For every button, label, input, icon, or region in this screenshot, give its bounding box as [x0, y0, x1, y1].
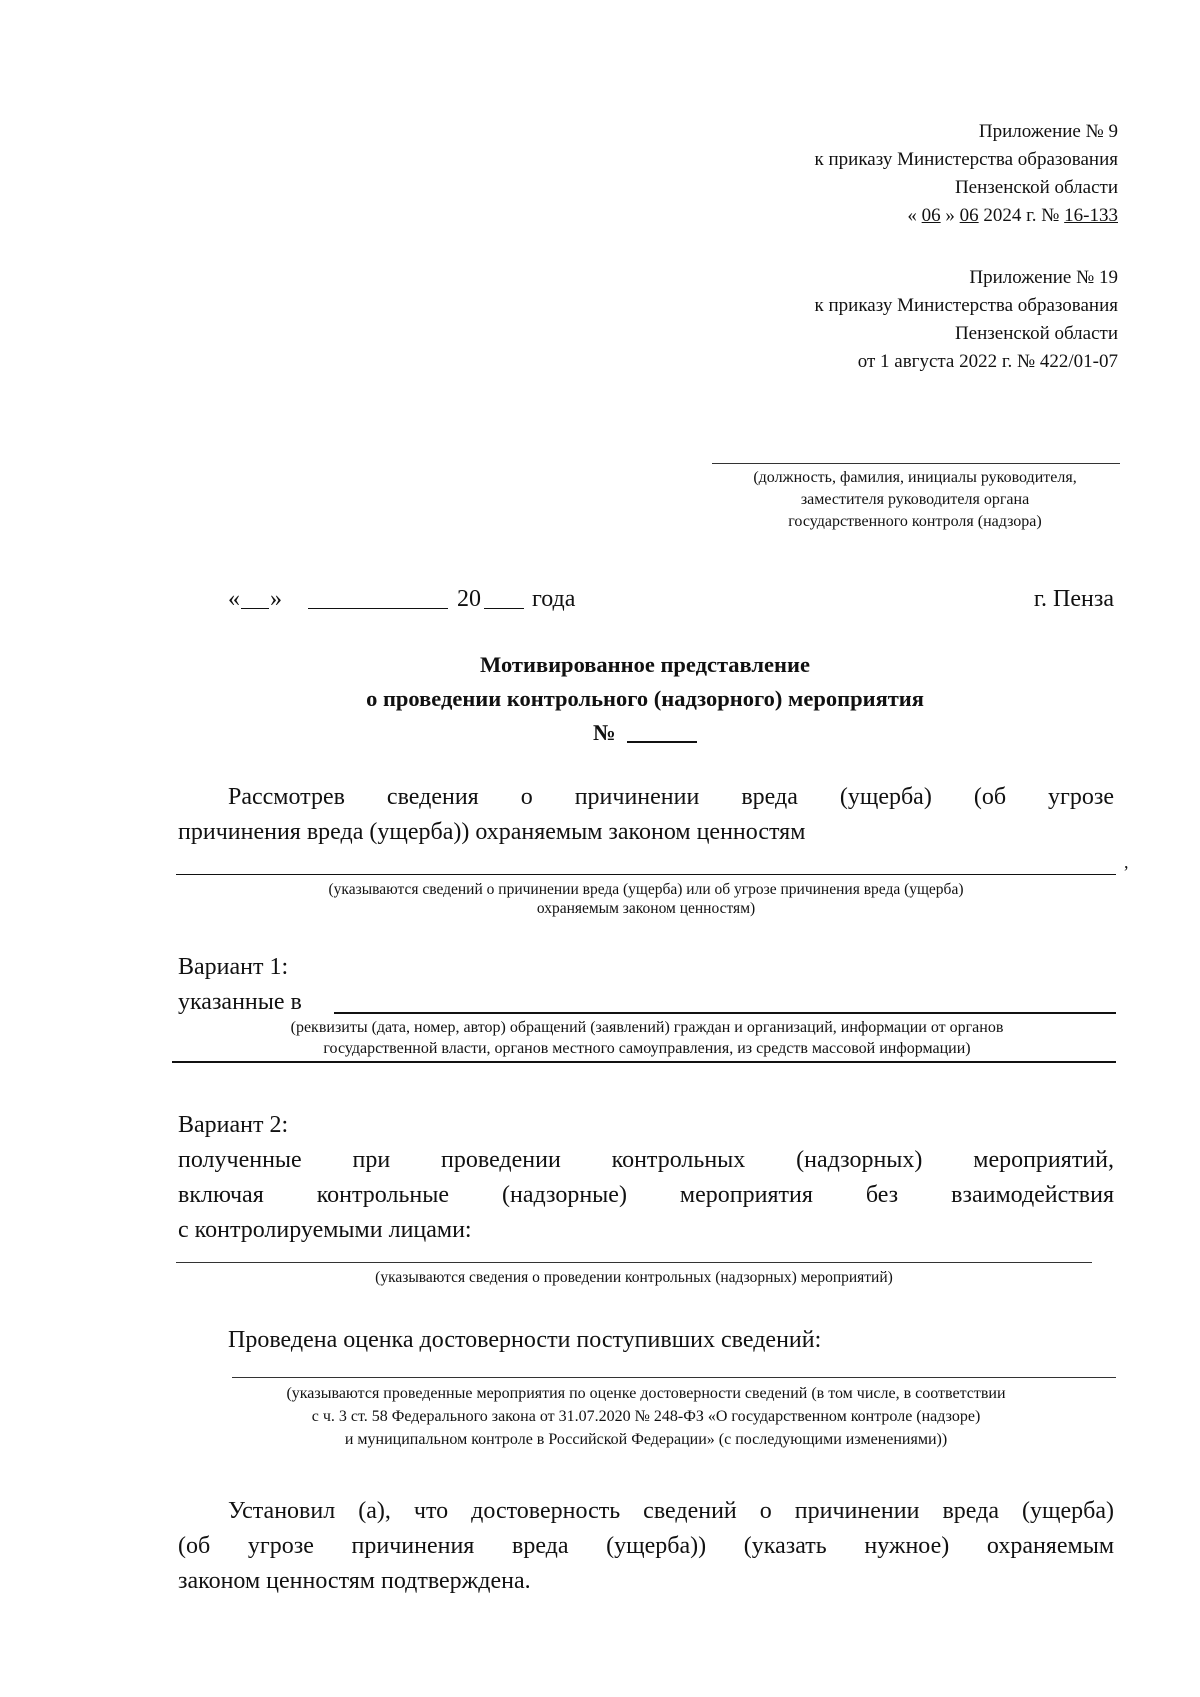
order-year: 2024 г. № — [978, 205, 1065, 226]
century: 20 — [457, 586, 481, 612]
assessment-note-line-2: с ч. 3 ст. 58 Федерального закона от 31.07.2020 № 248-ФЗ «О государственном контроле (надзоре) — [311, 1408, 981, 1425]
order-number: 16-133 — [1064, 205, 1118, 226]
assessment-line: Проведена оценка достоверности поступивших сведений: — [228, 1327, 822, 1353]
assessment-note-line-3: и муниципальном контроле в Российской Федерации» (с последующими изменениями)) — [344, 1431, 948, 1448]
appendix-19-block — [815, 264, 1118, 376]
para1-note-line-1: (указываются сведений о причинении вреда (ущерба) или об угрозе причинения вреда (ущерба) — [328, 881, 964, 898]
variant-1-lead: указанные в — [178, 989, 302, 1015]
order-day: 06 — [921, 205, 941, 226]
assessment-fill-line — [232, 1377, 1116, 1378]
variant-2-note: (указываются сведения о проведении контрольных (надзорных) мероприятий) — [375, 1269, 893, 1286]
para1-line-1: Рассмотрев сведения о причинении вреда (ущерба) (об угрозе — [228, 784, 1114, 810]
title-line-2: о проведении контрольного (надзорного) мероприятия — [366, 686, 924, 711]
para1-note-line-2: охраняемым законом ценностям) — [536, 900, 756, 917]
conclusion-line-2: (об угрозе причинения вреда (ущерба)) (указать нужное) охраняемым — [178, 1533, 1114, 1559]
variant-2-fill-line — [176, 1262, 1092, 1263]
para1-note — [176, 880, 1116, 918]
head-signature-note — [700, 467, 1130, 533]
date-quote-open: « — [907, 205, 922, 226]
assessment-note — [176, 1382, 1116, 1451]
variant-2-line-2: включая контрольные (надзорные) мероприятия без взаимодействия — [178, 1182, 1114, 1208]
head-note-line-3: государственного контроля (надзора) — [788, 513, 1042, 530]
appendix-19-region: Пензенской области — [954, 323, 1118, 344]
year-blank — [484, 608, 524, 609]
number-sign: № — [592, 720, 616, 745]
variant-2-line-3: с контролируемыми лицами: — [178, 1217, 472, 1243]
number-blank — [627, 741, 697, 743]
document-title — [170, 648, 1120, 750]
appendix-9-order: к приказу Министерства образования — [814, 149, 1118, 170]
variant-1-note-line-2: государственной власти, органов местного самоуправления, из средств массовой информации) — [323, 1040, 971, 1057]
conclusion-line-1: Установил (а), что достоверность сведений о причинении вреда (ущерба) — [228, 1498, 1114, 1524]
day-quote-close: » — [270, 586, 282, 612]
assessment-note-line-1: (указываются проведенные мероприятия по оценке достоверности сведений (в том числе, в соответствии — [286, 1385, 1006, 1402]
variant-1-bottom-line — [172, 1061, 1116, 1063]
conclusion-line-3: законом ценностям подтверждена. — [178, 1568, 531, 1594]
day-blank — [241, 608, 269, 609]
day-quote-open: « — [228, 586, 240, 612]
variant-1-heading: Вариант 1: — [178, 954, 289, 980]
appendix-19-title: Приложение № 19 — [969, 267, 1118, 288]
year-word: года — [532, 586, 576, 612]
variant-2-heading: Вариант 2: — [178, 1112, 289, 1138]
appendix-9-title: Приложение № 9 — [978, 121, 1118, 142]
title-number-line — [170, 716, 1120, 750]
head-note-line-1: (должность, фамилия, инициалы руководителя, — [753, 469, 1077, 486]
head-note-line-2: заместителя руководителя органа — [800, 491, 1030, 508]
variant-1-note-line-1: (реквизиты (дата, номер, автор) обращений (заявлений) граждан и организаций, информации от органов — [290, 1019, 1004, 1036]
appendix-19-date: от 1 августа 2022 г. № 422/01-07 — [857, 351, 1118, 372]
variant-1-fill-line — [334, 1012, 1116, 1014]
order-month: 06 — [959, 205, 979, 226]
date-place-row — [228, 582, 1114, 616]
para1-fill-line — [176, 874, 1116, 875]
para1-comma: , — [1124, 852, 1129, 872]
para1-line-2: причинения вреда (ущерба)) охраняемым законом ценностям — [178, 819, 806, 845]
title-line-1: Мотивированное представление — [480, 652, 810, 677]
city: г. Пенза — [1033, 586, 1114, 612]
appendix-9-date-line — [815, 202, 1118, 230]
appendix-19-order: к приказу Министерства образования — [814, 295, 1118, 316]
date-quote-close: » — [940, 205, 960, 226]
head-signature-line — [712, 463, 1120, 464]
appendix-9-block — [815, 118, 1118, 230]
month-blank — [308, 608, 448, 609]
variant-2-line-1: полученные при проведении контрольных (надзорных) мероприятий, — [178, 1147, 1114, 1173]
variant-1-note — [172, 1017, 1122, 1059]
appendix-9-region: Пензенской области — [954, 177, 1118, 198]
